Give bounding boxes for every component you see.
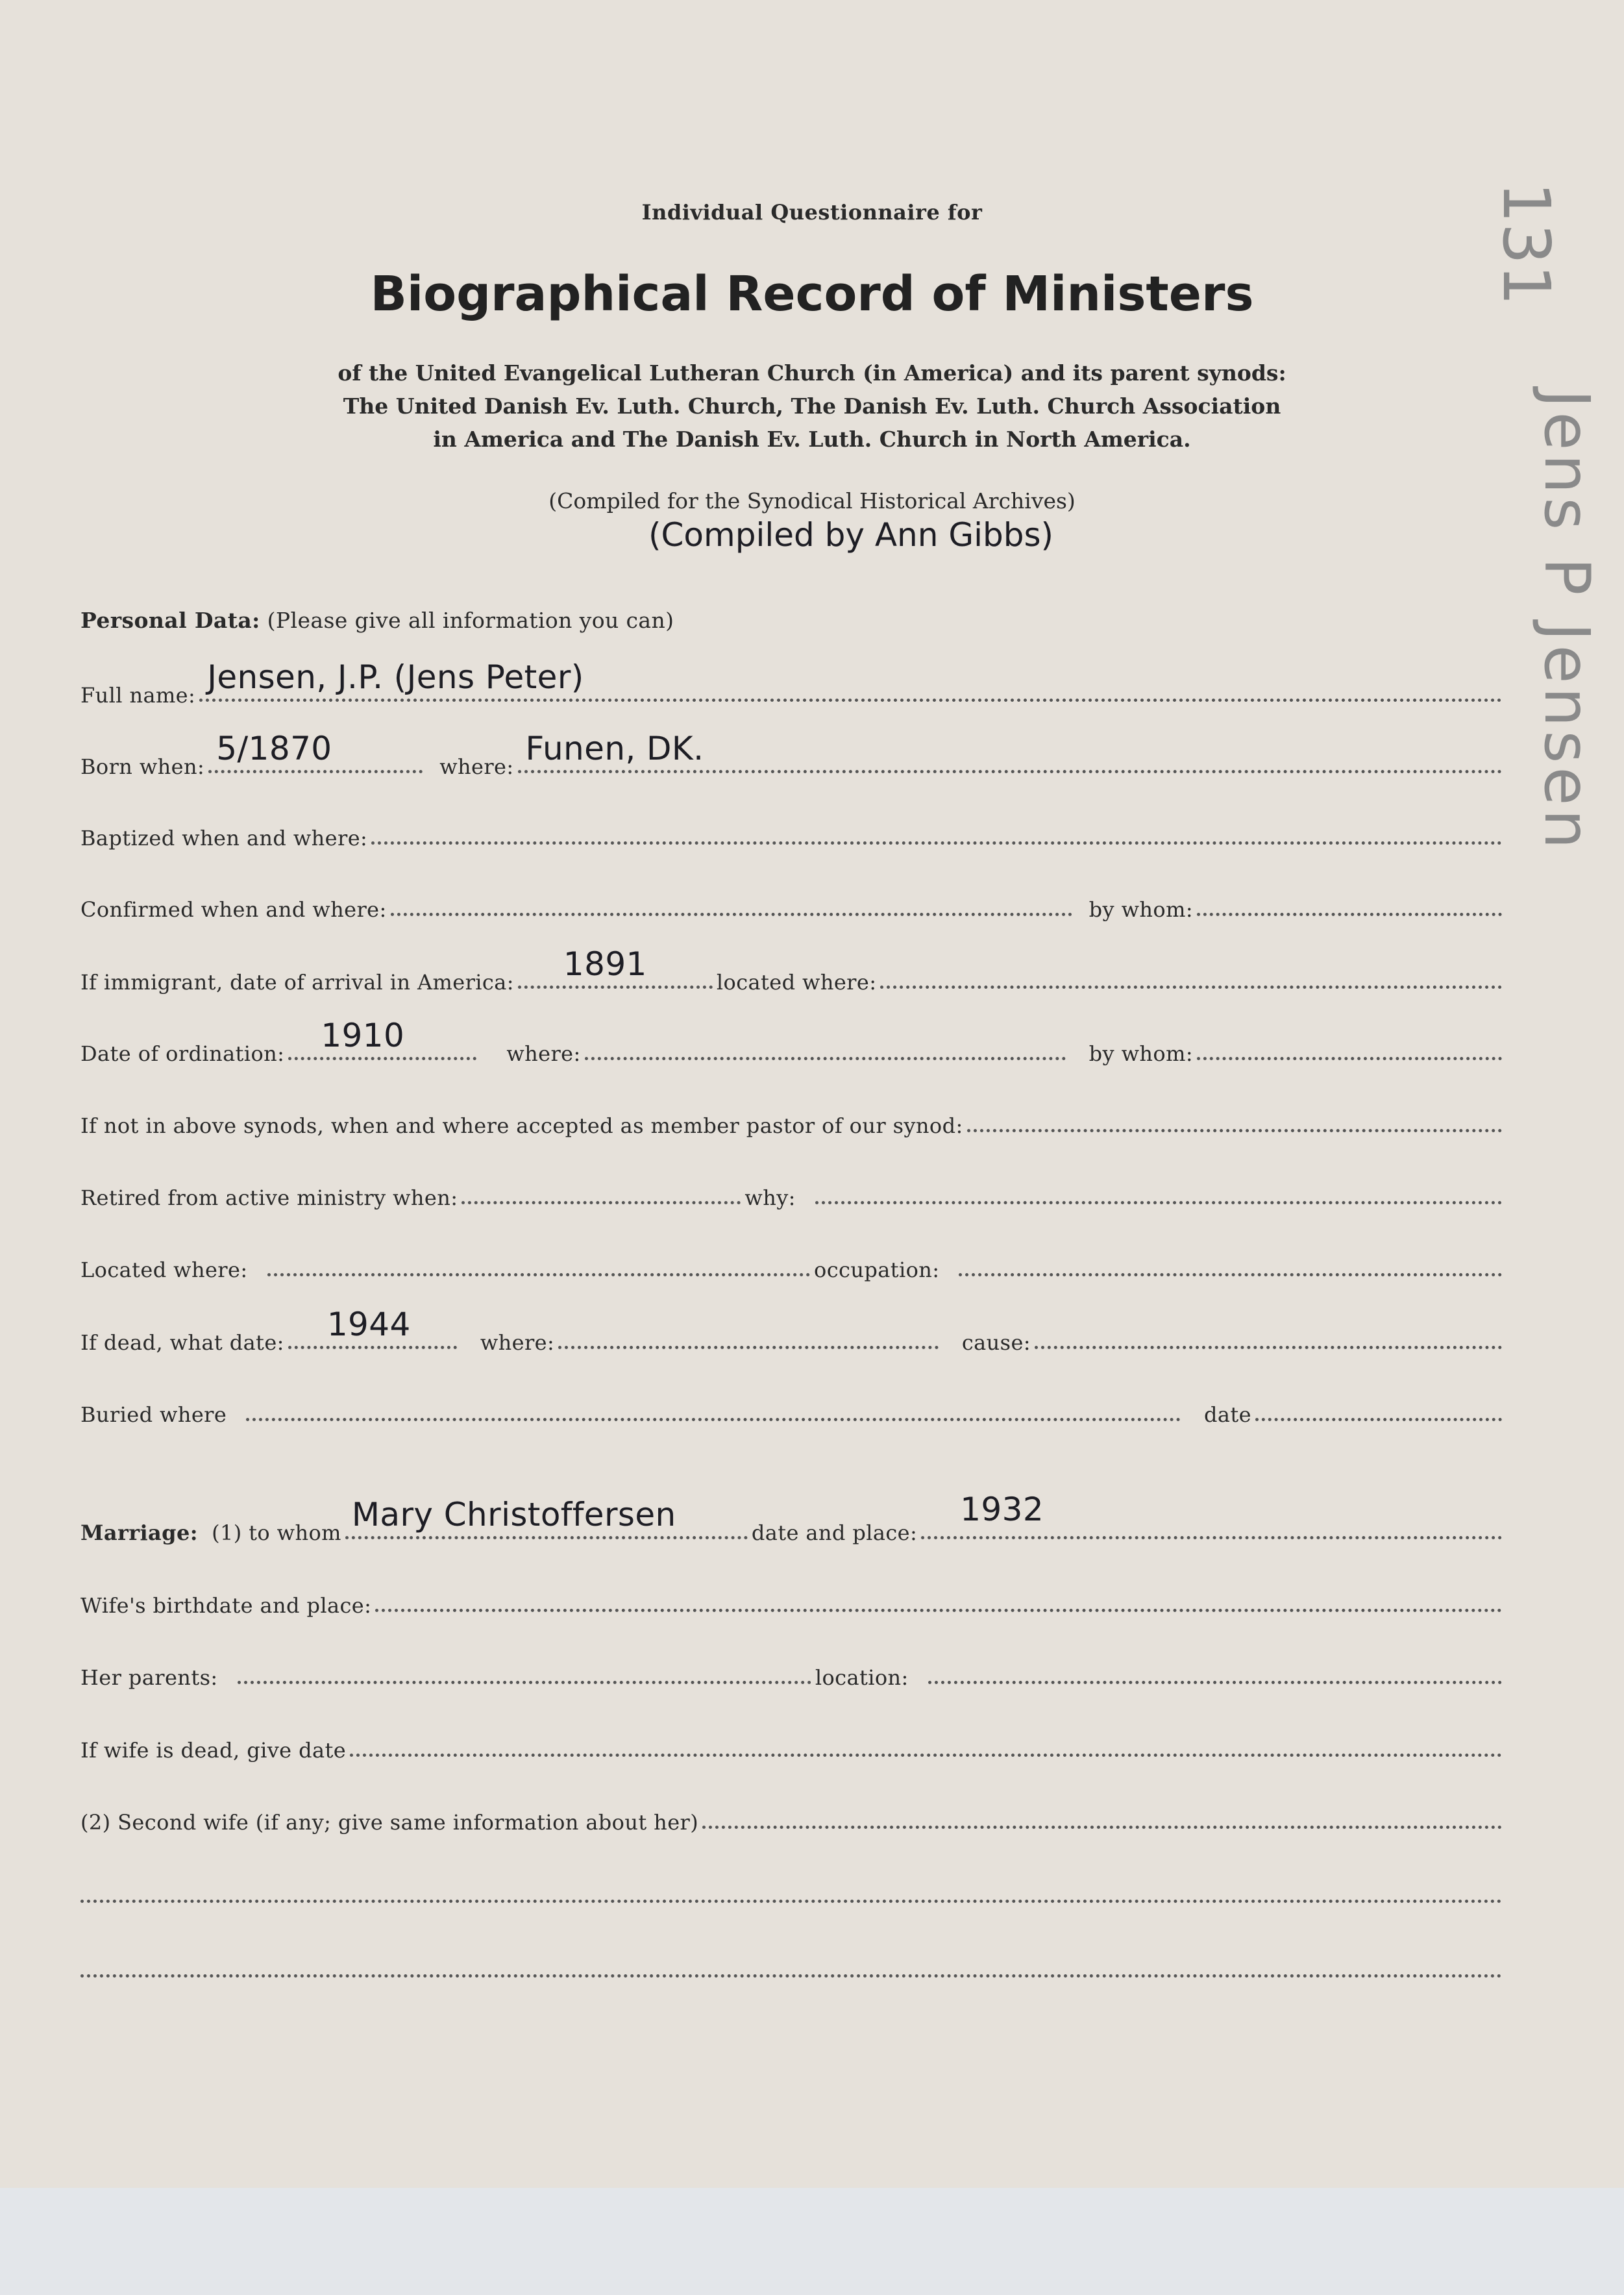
immigrant-date-field[interactable] <box>518 945 713 989</box>
ordination-date-field[interactable] <box>288 1017 476 1060</box>
occupation-label: occupation: <box>814 1258 940 1282</box>
buried-date-label: date <box>1204 1402 1251 1427</box>
full-name-label: Full name: <box>80 683 196 708</box>
wife-dead-field[interactable] <box>350 1754 1502 1757</box>
marriage-to-whom-value: Mary Christoffersen <box>351 1496 676 1533</box>
ordination-date-value: 1910 <box>321 1017 405 1054</box>
immigrant-label: If immigrant, date of arrival in America: <box>80 970 514 995</box>
compiled-for-note: (Compiled for the Synodical Historical Archives) <box>548 488 1076 514</box>
parents-location-field[interactable] <box>928 1681 1502 1684</box>
immigrant-date-value: 1891 <box>563 945 647 983</box>
wife-birth-label: Wife's birthdate and place: <box>80 1593 372 1618</box>
personal-data-note: (Please give all information you can) <box>267 608 674 633</box>
wife-dead-label: If wife is dead, give date <box>80 1738 347 1763</box>
second-wife-label: (2) Second wife (if any; give same information about her) <box>80 1810 699 1835</box>
margin-record-number: 131 <box>1488 182 1564 306</box>
her-parents-field[interactable] <box>238 1681 811 1684</box>
wife-birth-field[interactable] <box>375 1609 1502 1612</box>
retired-label: Retired from active ministry when: <box>80 1185 458 1210</box>
full-name-row <box>80 658 1506 708</box>
retired-row <box>80 1171 1506 1210</box>
her-parents-row <box>80 1651 1506 1690</box>
born-where-value: Funen, DK. <box>525 730 704 767</box>
accepted-label: If not in above synods, when and where accepted as member pastor of our synod: <box>80 1113 963 1138</box>
cause-field[interactable] <box>1035 1346 1502 1349</box>
immigrant-row <box>80 945 1506 995</box>
born-where-label: where: <box>439 754 514 779</box>
second-wife-field[interactable] <box>702 1826 1502 1829</box>
accepted-field[interactable] <box>967 1129 1502 1132</box>
born-when-label: Born when: <box>80 754 205 779</box>
subtitle-line-1: of the United Evangelical Lutheran Church (in America) and its parent synods: <box>338 360 1286 386</box>
ordination-by-field[interactable] <box>1197 1057 1502 1060</box>
blank-field-1[interactable] <box>80 1900 1502 1903</box>
baptized-label: Baptized when and where: <box>80 826 368 850</box>
retired-why-label: why: <box>744 1185 796 1210</box>
full-name-value: Jensen, J.P. (Jens Peter) <box>207 658 584 696</box>
marriage-row <box>80 1491 1506 1545</box>
dead-date-field[interactable] <box>288 1306 457 1349</box>
located-row <box>80 1243 1506 1282</box>
subtitle-line-3: in America and The Danish Ev. Luth. Church in North America. <box>433 427 1191 452</box>
marriage-heading: Marriage: <box>80 1520 198 1545</box>
buried-label: Buried where <box>80 1402 227 1427</box>
blank-field-2[interactable] <box>80 1974 1502 1978</box>
personal-data-heading <box>80 594 1506 633</box>
retired-when-field[interactable] <box>461 1201 741 1204</box>
ordination-label: Date of ordination: <box>80 1041 285 1066</box>
ordination-where-field[interactable] <box>585 1057 1066 1060</box>
dead-date-value: 1944 <box>326 1306 411 1343</box>
second-wife-row <box>80 1796 1506 1835</box>
located-where-field[interactable] <box>267 1273 811 1276</box>
confirmed-by-label: by whom: <box>1089 897 1193 922</box>
parents-location-label: location: <box>815 1665 909 1690</box>
subtitle-line-2: The United Danish Ev. Luth. Church, The Danish Ev. Luth. Church Association <box>343 393 1281 419</box>
born-when-field[interactable] <box>208 730 423 773</box>
blank-line-1 <box>80 1870 1506 1909</box>
dead-where-label: where: <box>480 1330 555 1355</box>
confirmed-field[interactable] <box>391 913 1072 916</box>
confirmed-label: Confirmed when and where: <box>80 897 387 922</box>
dead-date-label: If dead, what date: <box>80 1330 284 1355</box>
marriage-to-whom-label: (1) to whom <box>212 1520 341 1545</box>
buried-where-field[interactable] <box>246 1418 1181 1421</box>
wife-birth-row <box>80 1579 1506 1618</box>
marriage-date-place-field[interactable] <box>921 1491 1502 1539</box>
pre-title: Individual Questionnaire for <box>641 200 983 225</box>
baptized-field[interactable] <box>371 841 1502 845</box>
wife-dead-row <box>80 1724 1506 1763</box>
dead-row <box>80 1306 1506 1355</box>
confirmed-by-field[interactable] <box>1197 913 1502 916</box>
retired-why-field[interactable] <box>815 1201 1502 1204</box>
marriage-to-whom-field[interactable] <box>345 1496 748 1539</box>
immigrant-located-label: located where: <box>716 970 877 995</box>
blank-line-2 <box>80 1944 1506 1983</box>
born-row <box>80 730 1506 779</box>
scan-background <box>0 2188 1624 2295</box>
ordination-where-label: where: <box>506 1041 581 1066</box>
buried-row <box>80 1388 1506 1427</box>
born-where-field[interactable] <box>518 730 1502 773</box>
born-when-value: 5/1870 <box>216 730 332 767</box>
full-name-field[interactable] <box>199 658 1502 702</box>
occupation-field[interactable] <box>959 1273 1502 1276</box>
dead-where-field[interactable] <box>558 1346 939 1349</box>
document-title: Biographical Record of Ministers <box>370 266 1254 322</box>
marriage-date-place-value: 1932 <box>960 1491 1044 1528</box>
ordination-row <box>80 1017 1506 1066</box>
ordination-by-label: by whom: <box>1089 1041 1193 1066</box>
located-where-label: Located where: <box>80 1258 248 1282</box>
personal-data-label: Personal Data: <box>80 608 260 633</box>
confirmed-row <box>80 883 1506 922</box>
immigrant-located-field[interactable] <box>880 986 1502 989</box>
margin-handwritten-name: Jens P Jensen <box>1531 390 1603 853</box>
compiled-by-handwritten: (Compiled by Ann Gibbs) <box>648 516 1053 554</box>
baptized-row <box>80 812 1506 850</box>
accepted-row <box>80 1099 1506 1138</box>
marriage-date-place-label: date and place: <box>751 1520 918 1545</box>
buried-date-field[interactable] <box>1255 1418 1502 1421</box>
cause-label: cause: <box>961 1330 1031 1355</box>
her-parents-label: Her parents: <box>80 1665 218 1690</box>
